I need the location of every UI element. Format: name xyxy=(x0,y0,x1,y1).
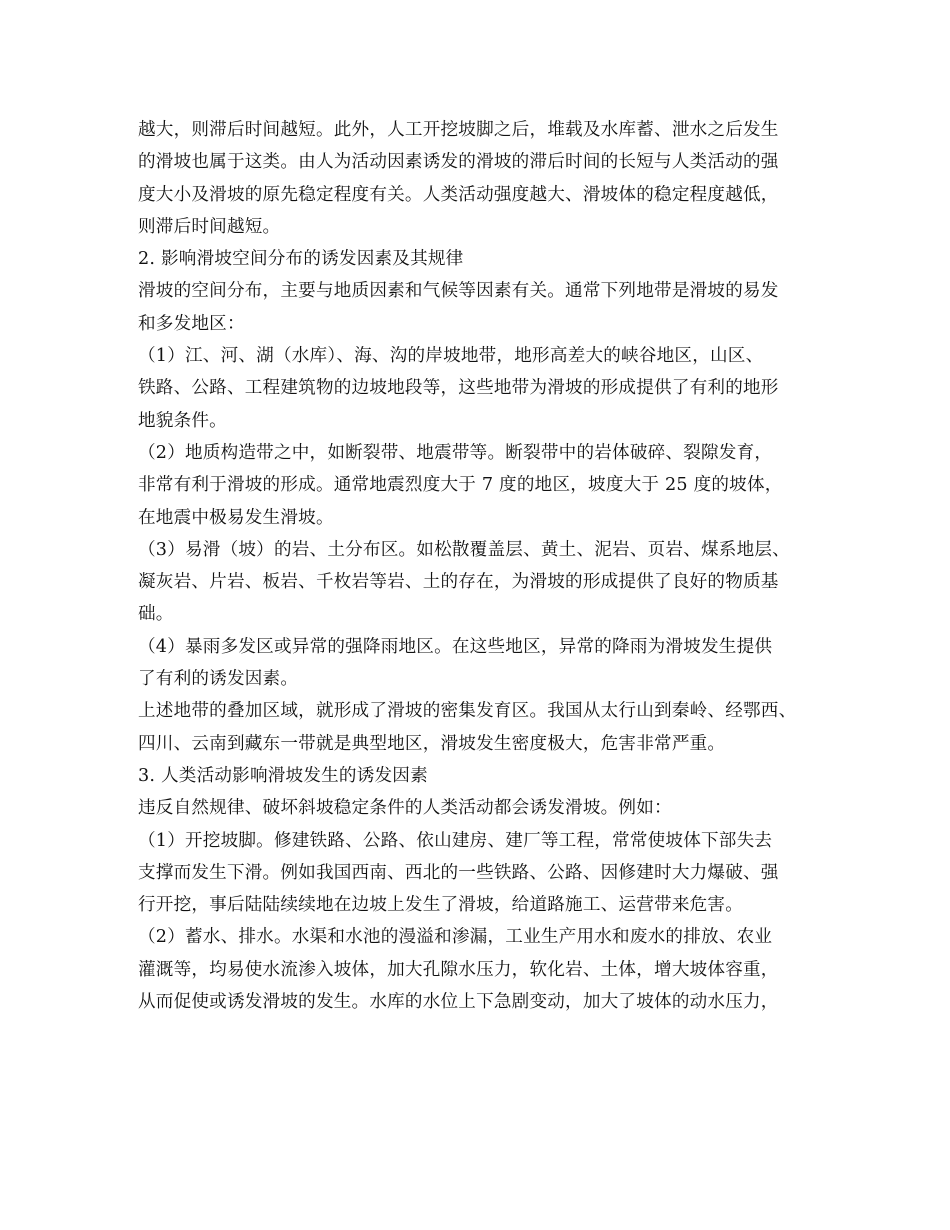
text-line: 滑坡的空间分布，主要与地质因素和气候等因素有关。通常下列地带是滑坡的易发 xyxy=(138,281,779,302)
text-line: 则滞后时间越短。 xyxy=(138,216,281,237)
section-heading: 2. 影响滑坡空间分布的诱发因素及其规律 xyxy=(138,249,464,270)
text-line: 违反自然规律、破坏斜坡稳定条件的人类活动都会诱发滑坡。例如： xyxy=(138,798,672,819)
text-line: 灌溉等，均易使水流渗入坡体，加大孔隙水压力，软化岩、土体，增大坡体容重， xyxy=(138,959,779,980)
text-line: 支撑而发生下滑。例如我国西南、西北的一些铁路、公路、因修建时大力爆破、强 xyxy=(138,862,779,883)
list-item: （2）蓄水、排水。水渠和水池的漫溢和渗漏，工业生产用水和废水的排放、农业 xyxy=(138,927,773,948)
list-item: （1）江、河、湖（水库）、海、沟的岸坡地带，地形高差大的峡谷地区，山区、 xyxy=(138,346,764,367)
text-line: 越大，则滞后时间越短。此外，人工开挖坡脚之后，堆载及水库蓄、泄水之后发生 xyxy=(138,120,779,140)
text-line: 铁路、公路、工程建筑物的边坡地段等，这些地带为滑坡的形成提供了有利的地形 xyxy=(138,378,779,399)
text-line: 行开挖，事后陆陆续续地在边坡上发生了滑坡，给道路施工、运营带来危害。 xyxy=(138,895,743,916)
list-item: （4）暴雨多发区或异常的强降雨地区。在这些地区，异常的降雨为滑坡发生提供 xyxy=(138,636,773,657)
section-heading: 3. 人类活动影响滑坡发生的诱发因素 xyxy=(138,765,428,786)
text-line: 非常有利于滑坡的形成。通常地震烈度大于 7 度的地区，坡度大于 25 度的坡体， xyxy=(138,475,783,496)
text-line: 上述地带的叠加区域，就形成了滑坡的密集发育区。我国从太行山到秦岭、经鄂西、 xyxy=(138,701,797,722)
text-line: 四川、云南到藏东一带就是典型地区，滑坡发生密度极大，危害非常严重。 xyxy=(138,733,726,754)
text-line: 了有利的诱发因素。 xyxy=(138,669,299,690)
list-item: （3）易滑（坡）的岩、土分布区。如松散覆盖层、黄土、泥岩、页岩、煤系地层、 xyxy=(138,539,790,560)
text-line: 度大小及滑坡的原先稳定程度有关。人类活动强度越大、滑坡体的稳定程度越低， xyxy=(138,184,779,205)
text-line: 和多发地区： xyxy=(138,313,245,334)
list-item: （1）开挖坡脚。修建铁路、公路、依山建房、建厂等工程，常常使坡体下部失去 xyxy=(138,830,773,851)
list-item: （2）地质构造带之中，如断裂带、地震带等。断裂带中的岩体破碎、裂隙发育， xyxy=(138,442,773,463)
text-line: 的滑坡也属于这类。由人为活动因素诱发的滑坡的滞后时间的长短与人类活动的强 xyxy=(138,152,779,173)
text-line: 凝灰岩、片岩、板岩、千枚岩等岩、土的存在，为滑坡的形成提供了良好的物质基 xyxy=(138,572,779,593)
text-line: 在地震中极易发生滑坡。 xyxy=(138,507,334,528)
text-line: 地貌条件。 xyxy=(138,410,227,431)
text-line: 础。 xyxy=(138,604,174,625)
text-line: 从而促使或诱发滑坡的发生。水库的水位上下急剧变动，加大了坡体的动水压力， xyxy=(138,992,779,1013)
body-text xyxy=(138,114,828,1018)
